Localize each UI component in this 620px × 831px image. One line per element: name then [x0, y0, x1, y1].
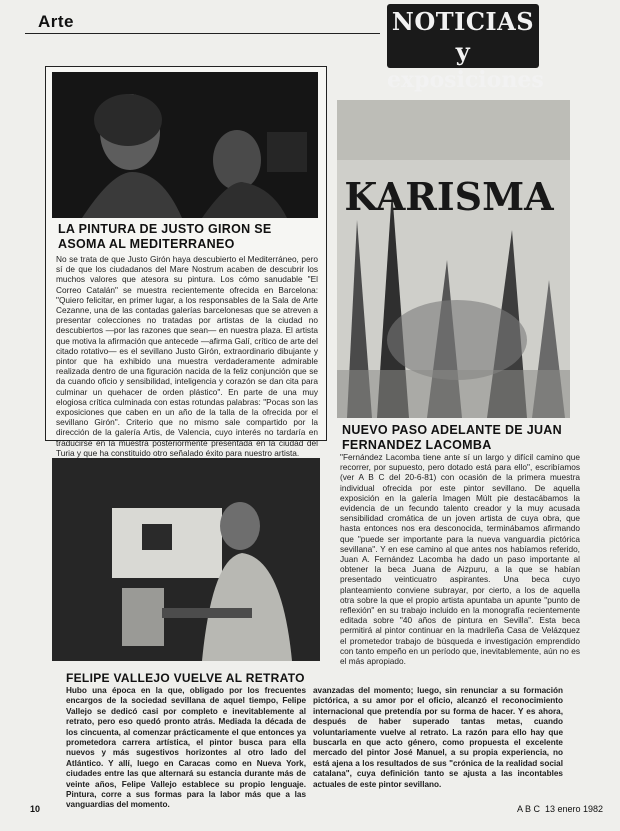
masthead-line-2: exposiciones	[387, 67, 544, 93]
footer-date: 13 enero 1982	[545, 804, 604, 814]
footer-paper: A B C	[517, 804, 541, 814]
lacomba-body: "Fernández Lacomba tiene ante sí un largo y difícil camino que recorrer, por supuesto, pero dotado está para ello", escribíamos (ver A B C del 20-6-81) con ocasión de la primera muestra individual ofrecida por este pintor sevillano. De aquella exposición en la galería Imagen Múlt pie destacábamos la evidencia de un fecundo talento creador y la muy acusada sensibilidad cromática de un joven artista de cuya obra, que hasta entonces nos era desconocida, terminábamos afirmando que "puede ser importante para la nueva vanguardia pictórica sevillana". Y en ese camino al que antes nos habíamos referido, Juan A. Fernández Lacomba ha dado un paso importante al obtener la beca Juana de Aizpuru, a la que se habían presentado veinticuatro aspirantes. Una beca cuyo planteamiento conviene subrayar, por cierto, a los de aquella otra sobre la que el propio artista apuntaba un apunte "punto de reflexión" en su trabajo incluido en la monografía recientemente editada sobre "40 años de pintura en Sevilla". Esta beca permitirá al pintor continuar en la madrileña Casa de Velázquez el prometedor trabajo de búsqueda e investigación emprendido con tanto empeño en un período que, inevitablemente, aún no es el más apropiado.	[340, 452, 580, 667]
vallejo-portrait-photo	[52, 458, 320, 661]
lacomba-painting-image	[337, 100, 570, 418]
section-title: Arte	[38, 12, 75, 31]
giron-headline: LA PINTURA DE JUSTO GIRON SE ASOMA AL MEDITERRANEO	[58, 222, 272, 251]
giron-body: No se trata de que Justo Girón haya descubierto el Mediterráneo, pero sí de que los ciudadanos del Mare Nostrum acaben de descubrir los muchos valores que atesora su pintura. Los cómo sanudable "El Correo Catalán" se muestra recientemente ofrecida en Barcelona: "Quiero felicitar, en primer lugar, a los responsables de la Sala de Arte Cezanne, una de las contadas galerías barcelonesas que se atreven a presentar colecciones no tratadas por artistas de la ciudad no descubiertos —por las razones que sean— en nuestra plaza. El artista que motiva la afirmación que antecede —afirma Galí, crítico de arte del citado rotativo— es el sevillano Justo Girón, extraordinario dibujante y pintor que ha exhibido una muestra verdaderamente admirable realizada dentro de una figuración nacida de la feliz conjunción que se da cuando oficio y sensibilidad, inteligencia y corazón se dan cita para culminar un quehacer de orden plástico". En parte de una muy elogiosa crítica culminada con estas rotundas palabras: "Pocas son las exposiciones que caben en un año de la talla de la ofrecida por el sevillano Girón". Criterio que no mismo sale compartido por la dirección de la galería Artis, de Valencia, cuyo interés no tardaría en traducirse en la muestra posteriormente presentada en la ciudad del Turia y que ha constituido otro señalado éxito para nuestro artista.	[56, 254, 318, 458]
painting-lettering: KARISMA	[344, 174, 554, 219]
masthead-logo	[387, 4, 544, 93]
lacomba-painting-photo	[337, 100, 570, 418]
header-rule	[25, 33, 380, 34]
page-number: 10	[30, 804, 41, 814]
giron-portrait-photo	[52, 72, 318, 218]
giron-portrait-image	[52, 72, 318, 218]
masthead-line-1: NOTICIAS y	[391, 7, 535, 66]
vallejo-body-col2: avanzadas del momento; luego, sin renunciar a su formación pictórica, a su amor por el oficio, alcanzó el reconocimiento internacional que pretendía por su forma de hacer. Y es ahora, después de haber superado tantas metas, cuando voluntariamente vuelve al retrato. La razón para ello hay que buscarla en que acto género, como propuesta el excelente mercado del pintor José Manuel, a su propia experiencia, no está ajena a los resultados de sus "crónica de la realidad social catalana", cuya definición tanto se ajusta a las incontables actuales de este pintor sevillano.	[313, 686, 563, 789]
vallejo-portrait-image	[52, 458, 320, 661]
vallejo-body-col1: Hubo una época en la que, obligado por los frecuentes encargos de la sociedad sevillana de aquel tiempo, Felipe Vallejo se dedicó casi por completo e inevitablemente al retrato, pero eso quedó pronto atrás. Mediada la década de los cincuenta, al comenzar prácticamente el que entonces ya prometedora carrera artística, el pintor busca para ella nuevos y más sugestivos horizontes al otro lado del Atlántico. Y allí, luego en Caracas como en Nueva York, ciudades entre las que alternará su estancia durante más de veinte años, Felipe Vallejo establece su propio lenguaje. Pintura, corre a sus formas para la labor más que a las vanguardias del momento.	[66, 686, 306, 810]
lacomba-headline: NUEVO PASO ADELANTE DE JUAN FERNANDEZ LACOMBA	[342, 423, 562, 452]
vallejo-headline: FELIPE VALLEJO VUELVE AL RETRATO	[66, 671, 305, 685]
